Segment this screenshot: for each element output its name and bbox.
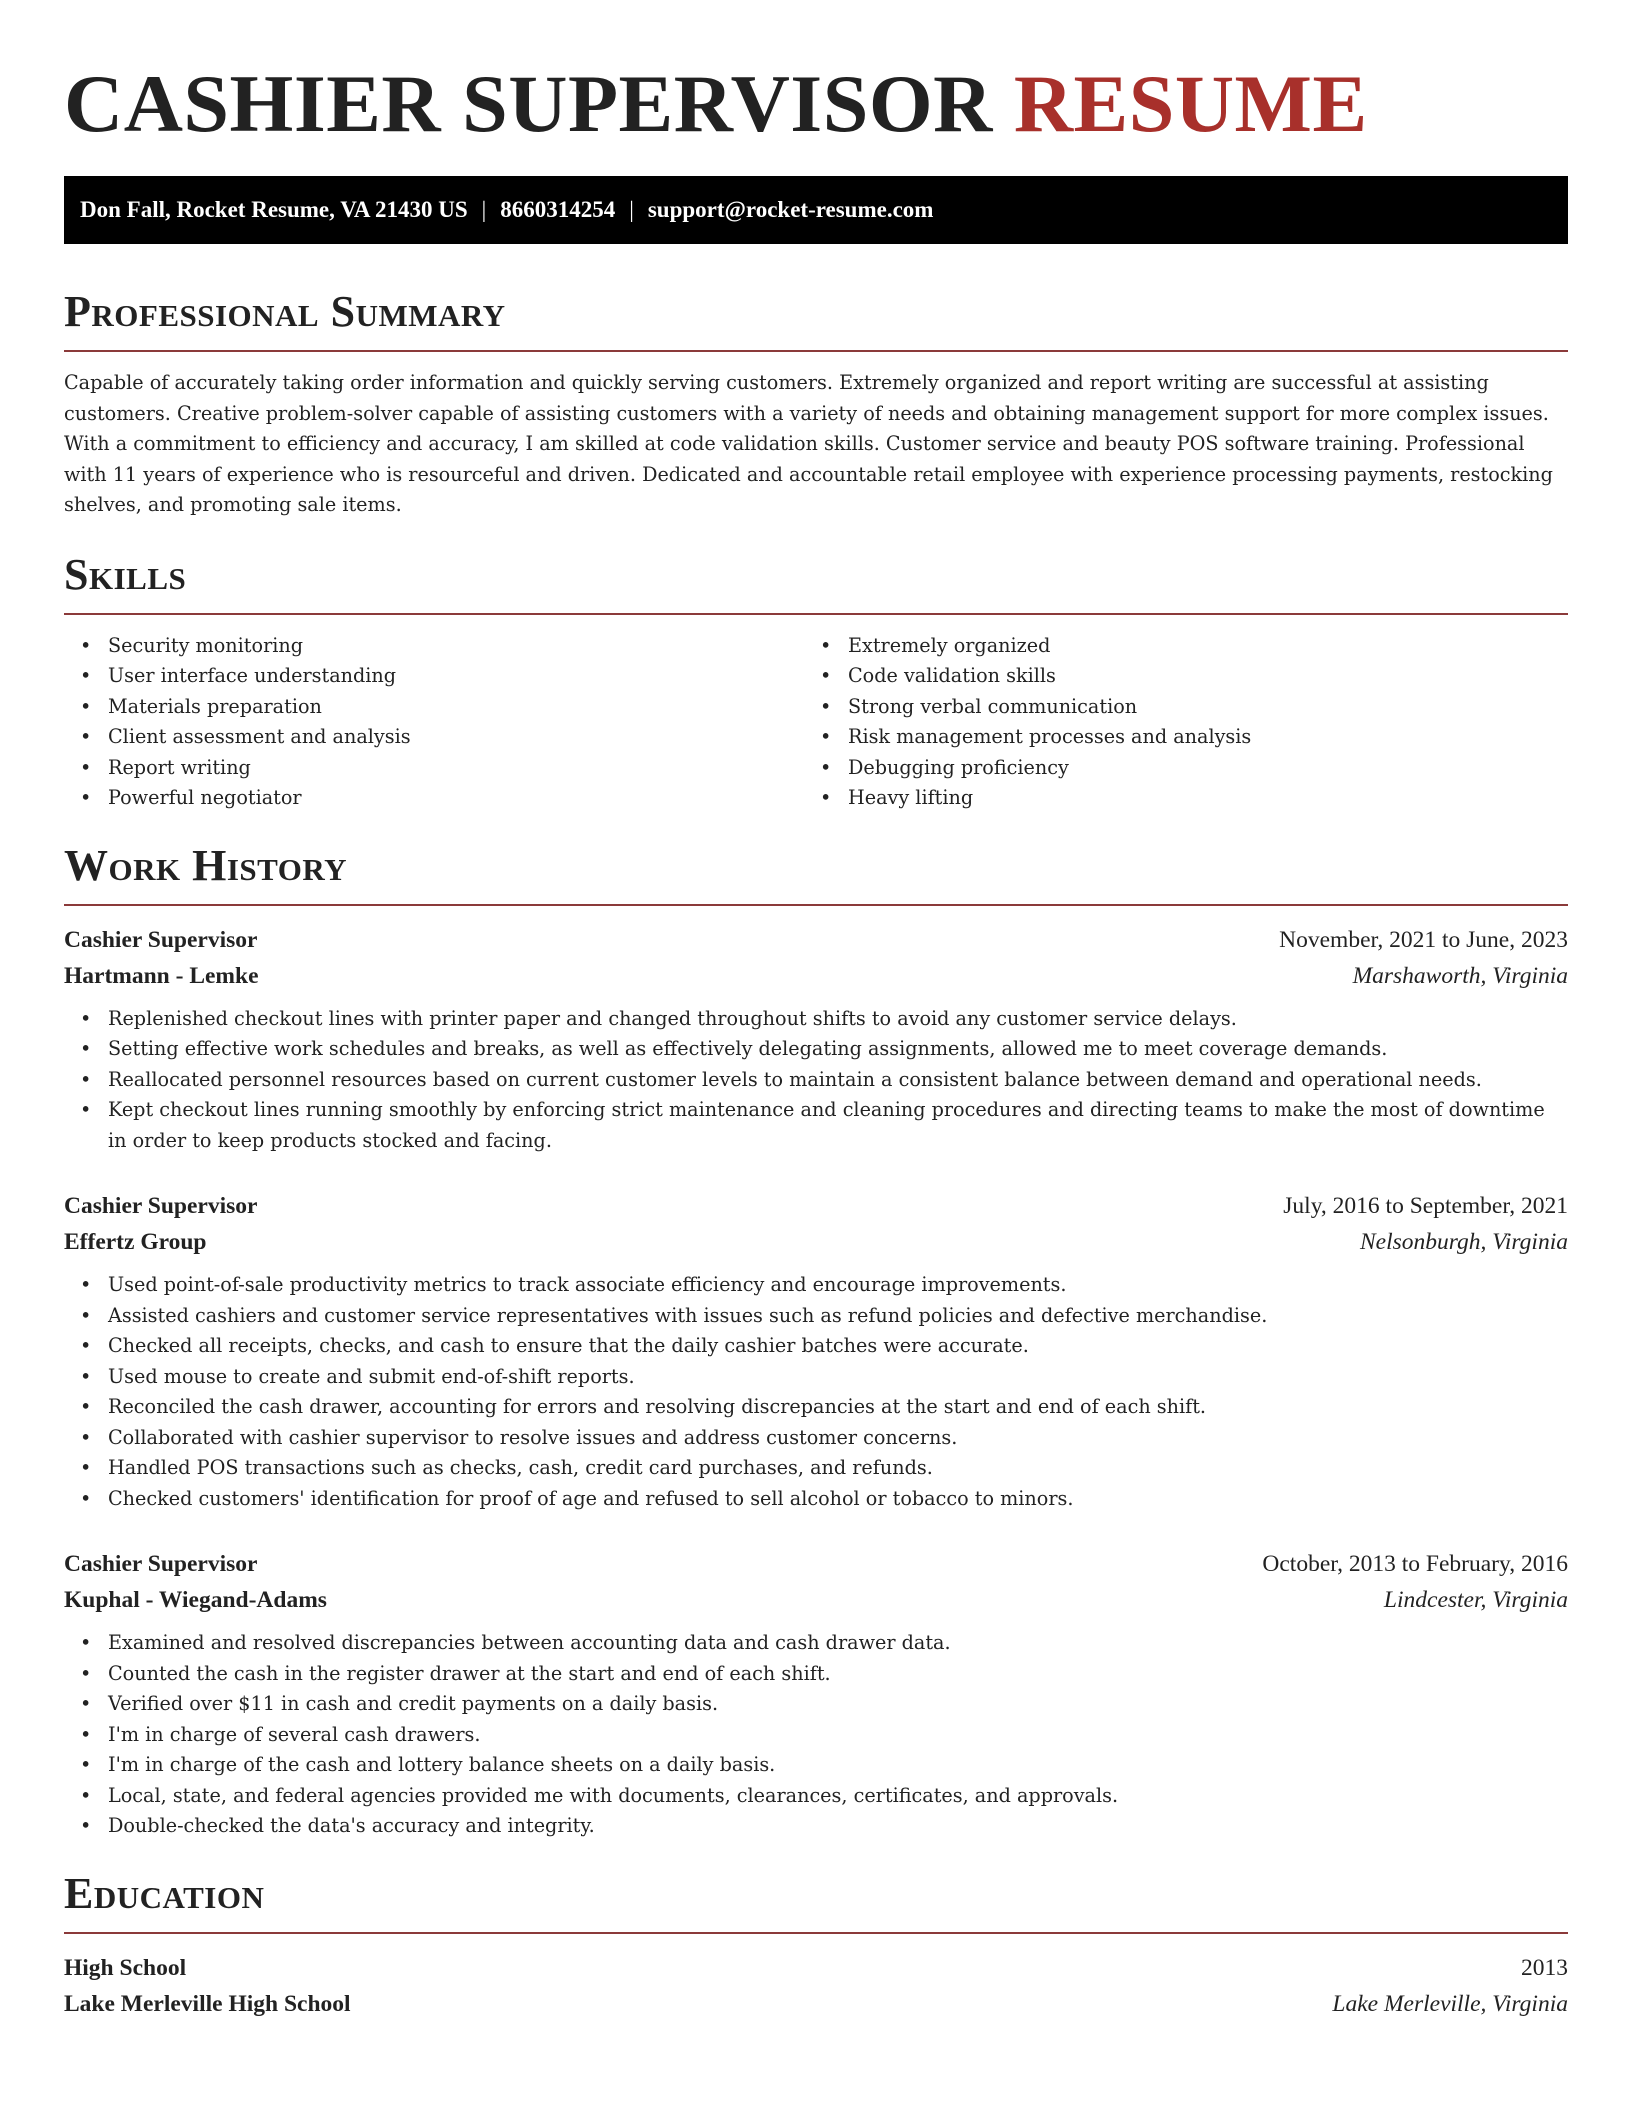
work-history-heading: Work History bbox=[64, 840, 348, 890]
job-duties bbox=[64, 1004, 1568, 1157]
resume-title-accent: RESUME bbox=[1013, 58, 1368, 149]
education-year: 2013 bbox=[1521, 1954, 1568, 1981]
education-section bbox=[64, 1868, 1568, 2022]
skill-item: • Report writing bbox=[64, 753, 804, 784]
section-divider bbox=[64, 350, 1568, 352]
job-duties bbox=[64, 1628, 1568, 1842]
skills-section bbox=[64, 549, 1568, 814]
contact-bar bbox=[64, 176, 1568, 244]
duty-item: • Checked all receipts, checks, and cash to ensure that the daily cashier batches were accurate. bbox=[64, 1331, 1568, 1362]
skill-item: • Powerful negotiator bbox=[64, 783, 804, 814]
education-heading: Education bbox=[64, 1868, 265, 1918]
duty-item: • Double-checked the data's accuracy and integrity. bbox=[64, 1811, 1568, 1842]
education-degree: High School bbox=[64, 1954, 187, 1981]
job-company-row bbox=[64, 1582, 1568, 1618]
duty-item: • Counted the cash in the register drawer at the start and end of each shift. bbox=[64, 1659, 1568, 1690]
skill-item: • Debugging proficiency bbox=[804, 753, 1568, 784]
duty-item: • Kept checkout lines running smoothly by enforcing strict maintenance and cleaning procedures and directing teams to make the most of downtime in order to keep products stocked and facing. bbox=[64, 1095, 1568, 1156]
job-title: Cashier Supervisor bbox=[64, 926, 258, 953]
job-entry bbox=[64, 1546, 1568, 1842]
work-history-section bbox=[64, 840, 1568, 1842]
education-header-row bbox=[64, 1950, 1568, 1986]
summary-text: Capable of accurately taking order information and quickly serving customers. Extremely organized and report writing are successful at assisting customers. Creative problem-solver capable of assisting customers with a variety of needs and obtaining management support for more complex issues. With a commitment to efficiency and accuracy, I am skilled at code validation skills. Customer service and beauty POS software training. Professional with 11 years of experience who is resourceful and driven. Dedicated and accountable retail employee with experience processing payments, restocking shelves, and promoting sale items. bbox=[64, 371, 1553, 516]
skill-item: • Risk management processes and analysis bbox=[804, 722, 1568, 753]
skills-list-right bbox=[804, 631, 1568, 814]
skill-item: • Client assessment and analysis bbox=[64, 722, 804, 753]
job-dates: October, 2013 to February, 2016 bbox=[1262, 1551, 1568, 1577]
duty-item: • Local, state, and federal agencies provided me with documents, clearances, certificates, and approvals. bbox=[64, 1781, 1568, 1812]
duty-item: • Used mouse to create and submit end-of-shift reports. bbox=[64, 1362, 1568, 1393]
education-school-row bbox=[64, 1986, 1568, 2022]
education-entry bbox=[64, 1950, 1568, 2022]
job-company-row bbox=[64, 1224, 1568, 1260]
skill-item: • Strong verbal communication bbox=[804, 692, 1568, 723]
duty-item: • I'm in charge of several cash drawers. bbox=[64, 1720, 1568, 1751]
skills-list-left bbox=[64, 631, 804, 814]
job-entry bbox=[64, 922, 1568, 1157]
duty-item: • Reconciled the cash drawer, accounting for errors and resolving discrepancies at the start and end of each shift. bbox=[64, 1392, 1568, 1423]
summary-heading: Professional Summary bbox=[64, 287, 506, 336]
education-school: Lake Merleville High School bbox=[64, 1990, 351, 2017]
duty-item: • Collaborated with cashier supervisor to resolve issues and address customer concerns. bbox=[64, 1423, 1568, 1454]
resume-title bbox=[64, 54, 1568, 154]
duty-item: • Reallocated personnel resources based on current customer levels to maintain a consistent balance between demand and operational needs. bbox=[64, 1065, 1568, 1096]
job-header-row bbox=[64, 1546, 1568, 1582]
contact-address: Don Fall, Rocket Resume, VA 21430 US bbox=[80, 197, 468, 222]
job-location: Marshaworth, Virginia bbox=[1352, 962, 1568, 989]
duty-item: • Setting effective work schedules and breaks, as well as effectively delegating assignments, allowed me to meet coverage demands. bbox=[64, 1034, 1568, 1065]
skills-heading: Skills bbox=[64, 549, 187, 599]
job-dates: July, 2016 to September, 2021 bbox=[1283, 1193, 1568, 1219]
job-company: Effertz Group bbox=[64, 1229, 207, 1255]
contact-email: support@rocket-resume.com bbox=[647, 197, 934, 222]
duty-item: • Checked customers' identification for proof of age and refused to sell alcohol or tobacco to minors. bbox=[64, 1484, 1568, 1515]
job-dates: November, 2021 to June, 2023 bbox=[1279, 926, 1568, 953]
skill-item: • Heavy lifting bbox=[804, 783, 1568, 814]
job-company-row bbox=[64, 958, 1568, 994]
duty-item: • I'm in charge of the cash and lottery balance sheets on a daily basis. bbox=[64, 1750, 1568, 1781]
section-divider bbox=[64, 613, 1568, 615]
job-company: Hartmann - Lemke bbox=[64, 962, 259, 989]
job-location: Nelsonburgh, Virginia bbox=[1359, 1229, 1568, 1255]
skills-columns bbox=[64, 631, 1568, 814]
job-entry bbox=[64, 1188, 1568, 1514]
skill-item: • Code validation skills bbox=[804, 661, 1568, 692]
skill-item: • Extremely organized bbox=[804, 631, 1568, 662]
contact-phone: 8660314254 bbox=[500, 197, 616, 222]
summary-section bbox=[64, 286, 1568, 521]
job-company: Kuphal - Wiegand-Adams bbox=[64, 1587, 327, 1613]
education-location: Lake Merleville, Virginia bbox=[1332, 1990, 1568, 2017]
job-header-row bbox=[64, 1188, 1568, 1224]
job-duties bbox=[64, 1270, 1568, 1514]
job-title: Cashier Supervisor bbox=[64, 1193, 258, 1219]
contact-separator: | bbox=[629, 197, 634, 222]
section-divider bbox=[64, 1932, 1568, 1934]
job-location: Lindcester, Virginia bbox=[1383, 1587, 1568, 1613]
skill-item: • Security monitoring bbox=[64, 631, 804, 662]
duty-item: • Handled POS transactions such as checks, cash, credit card purchases, and refunds. bbox=[64, 1453, 1568, 1484]
contact-separator: | bbox=[481, 197, 487, 222]
resume-title-main: CASHIER SUPERVISOR bbox=[64, 58, 993, 149]
skill-item: • Materials preparation bbox=[64, 692, 804, 723]
duty-item: • Assisted cashiers and customer service representatives with issues such as refund policies and defective merchandise. bbox=[64, 1301, 1568, 1332]
skill-item: • User interface understanding bbox=[64, 661, 804, 692]
duty-item: • Verified over $11 in cash and credit payments on a daily basis. bbox=[64, 1689, 1568, 1720]
job-header-row bbox=[64, 922, 1568, 958]
section-divider bbox=[64, 904, 1568, 906]
job-title: Cashier Supervisor bbox=[64, 1551, 258, 1577]
duty-item: • Replenished checkout lines with printer paper and changed throughout shifts to avoid any customer service delays. bbox=[64, 1004, 1568, 1035]
duty-item: • Used point-of-sale productivity metrics to track associate efficiency and encourage improvements. bbox=[64, 1270, 1568, 1301]
duty-item: • Examined and resolved discrepancies between accounting data and cash drawer data. bbox=[64, 1628, 1568, 1659]
